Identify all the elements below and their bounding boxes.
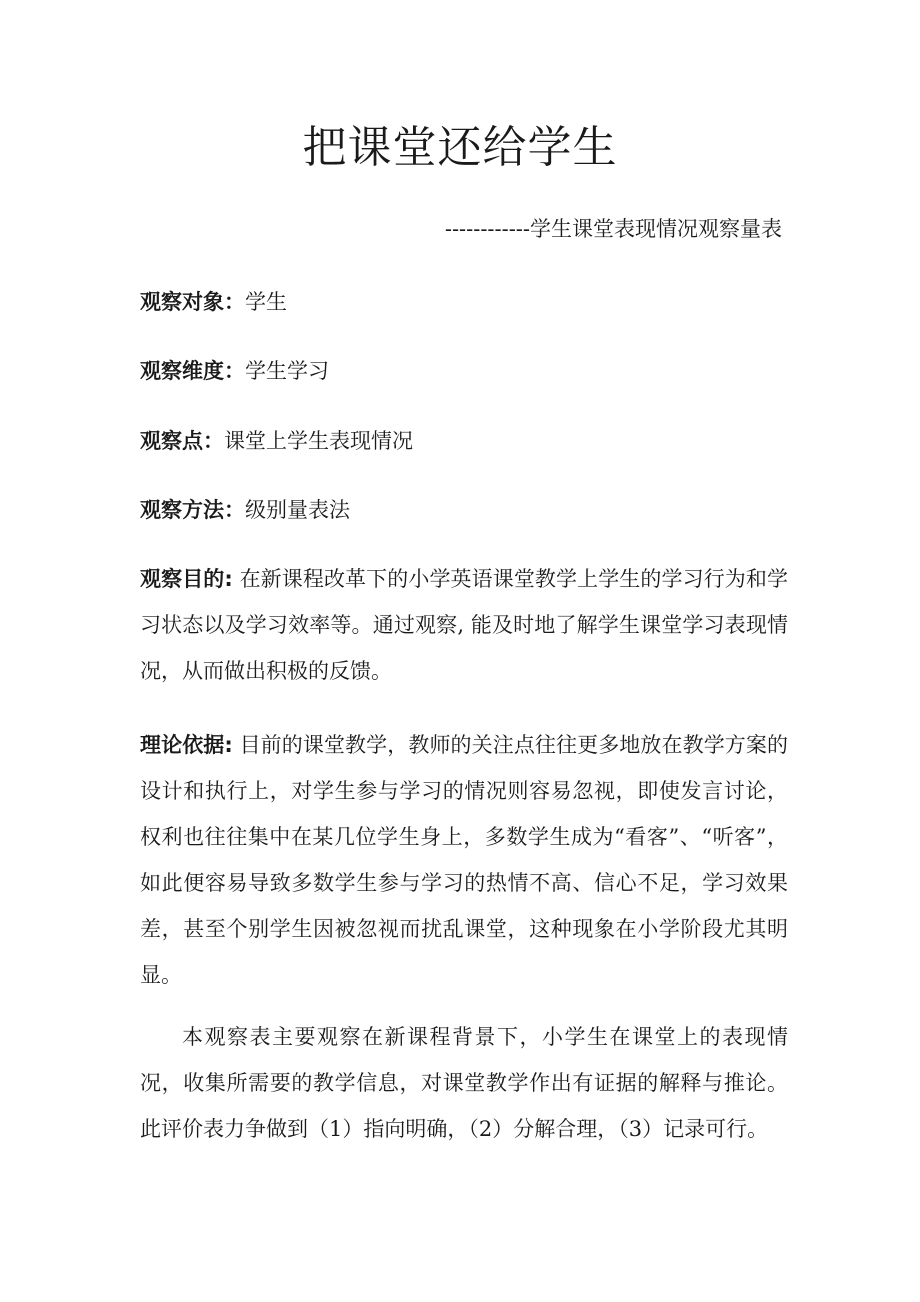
closing-paragraph: 本观察表主要观察在新课程背景下，小学生在课堂上的表现情况，收集所需要的教学信息，对课堂教学作出有证据的解释与推论。此评价表力争做到（1）指向明确，（2）分解合理，（3）记录可行。 xyxy=(140,1025,788,1141)
field-label: 观察维度： xyxy=(140,359,245,383)
purpose-paragraph xyxy=(140,556,788,694)
field-label: 观察方法： xyxy=(140,498,245,522)
field-observation-target xyxy=(140,286,790,318)
purpose-text: 在新课程改革下的小学英语课堂教学上学生的学习行为和学习状态以及学习效率等。通过观察, 能及时地了解学生课堂学习表现情况，从而做出积极的反馈。 xyxy=(140,567,788,683)
document-title: 把课堂还给学生 xyxy=(302,122,618,173)
purpose-label: 观察目的: xyxy=(140,567,233,591)
basis-paragraph xyxy=(140,722,788,998)
document-subtitle: ------------学生课堂表现情况观察量表 xyxy=(444,217,782,241)
field-value: 级别量表法 xyxy=(245,498,350,522)
basis-text: 目前的课堂教学，教师的关注点往往更多地放在教学方案的设计和执行上，对学生参与学习的情况则容易忽视，即使发言讨论，权利也往往集中在某几位学生身上，多数学生成为“看客”、“听客”，如此便容易导致多数学生参与学习的热情不高、信心不足，学习效果差，甚至个别学生因被忽视而扰乱课堂，这种现象在小学阶段尤其明显。 xyxy=(140,733,788,987)
basis-label: 理论依据: xyxy=(140,733,233,757)
field-value: 学生学习 xyxy=(245,359,329,383)
field-observation-point xyxy=(140,425,790,457)
field-value: 课堂上学生表现情况 xyxy=(224,429,413,453)
field-label: 观察点： xyxy=(140,429,224,453)
field-observation-method xyxy=(140,494,790,526)
field-observation-dimension xyxy=(140,355,790,387)
field-value: 学生 xyxy=(245,290,287,314)
field-label: 观察对象： xyxy=(140,290,245,314)
